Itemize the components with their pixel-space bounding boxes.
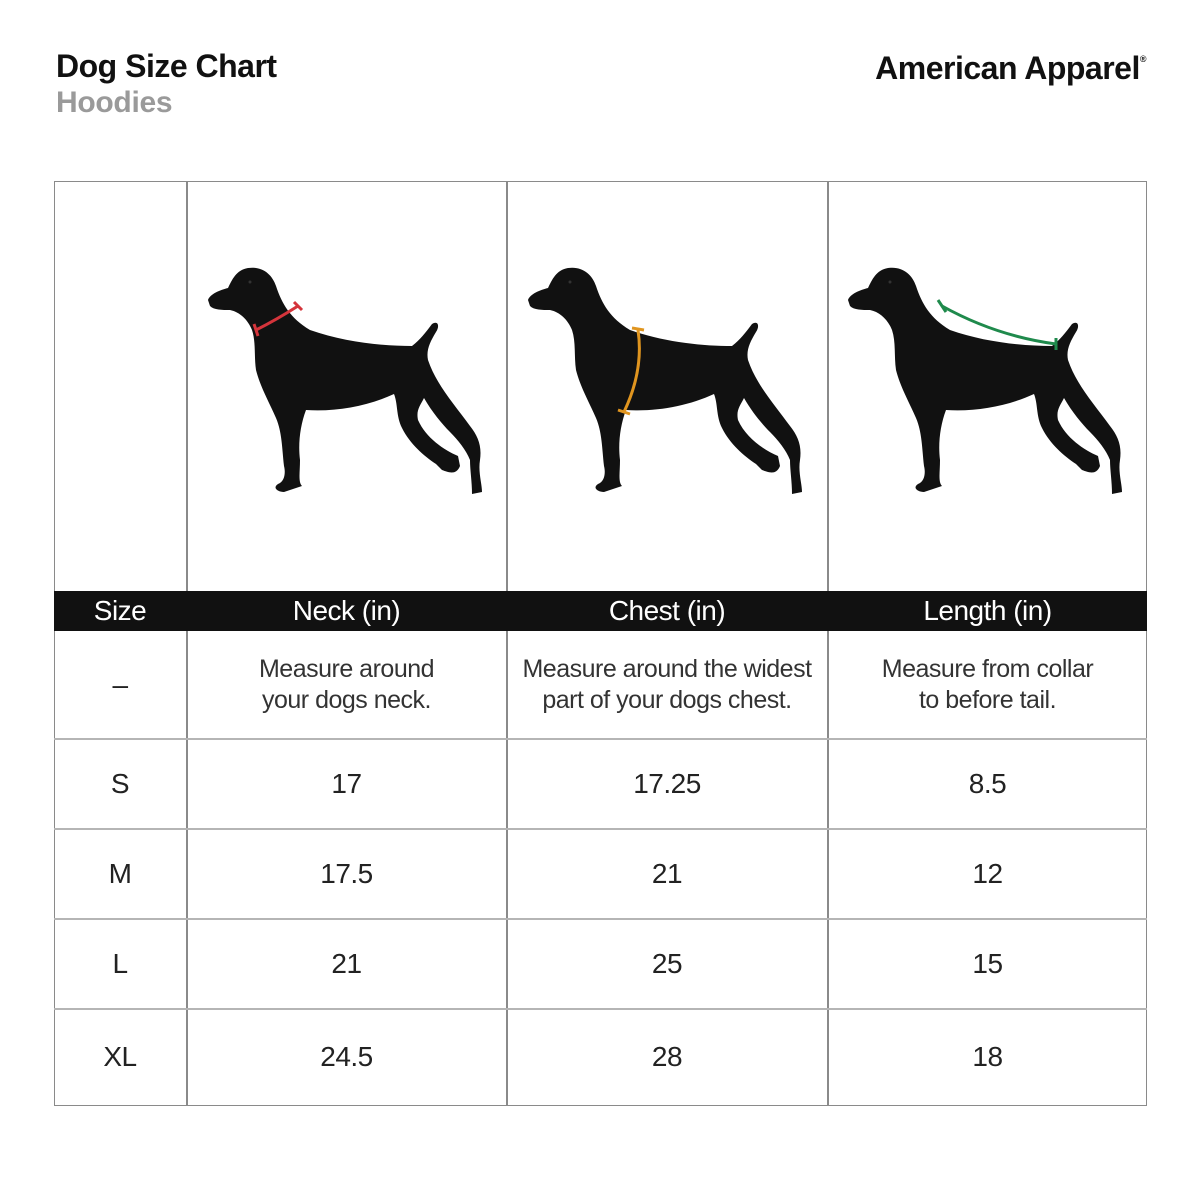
chest-description (507, 632, 827, 738)
registered-mark: ® (1139, 54, 1146, 64)
chest-cell: 28 (651, 1041, 683, 1072)
description-size-cell: – (112, 669, 128, 700)
length-cell: 12 (972, 857, 1003, 889)
dog-silhouette (208, 268, 482, 494)
size-cell: XL (103, 1041, 137, 1072)
neck-cell: 17.5 (320, 857, 373, 889)
column-header-size: Size (93, 595, 147, 626)
neck-cell: 24.5 (320, 1041, 373, 1072)
length-cell: 15 (972, 947, 1003, 979)
length-description (828, 632, 1147, 738)
chart-subtitle: Hoodies (56, 86, 173, 119)
dog-silhouette (528, 268, 802, 494)
length-cell: 8.5 (968, 767, 1007, 799)
neck-cell: 21 (331, 947, 362, 979)
dog-neck-illustration (206, 260, 496, 510)
chart-title: Dog Size Chart (56, 48, 277, 84)
dog-silhouette (848, 268, 1122, 494)
dog-length-illustration (846, 260, 1136, 510)
brand-name: American Apparel (875, 50, 1140, 86)
column-header-length: Length (in) (923, 595, 1052, 626)
description-line: your dogs neck. (262, 686, 431, 714)
length-cell: 18 (972, 1041, 1003, 1072)
column-header-neck: Neck (in) (292, 595, 401, 626)
chest-cell: 25 (651, 947, 683, 979)
dog-chest-illustration (526, 260, 816, 510)
description-line: Measure around (258, 655, 435, 683)
brand-logo (875, 50, 1146, 87)
description-line: to before tail. (918, 686, 1057, 714)
neck-cell: 17 (331, 767, 362, 799)
size-cell: S (110, 767, 130, 799)
column-header-chest: Chest (in) (608, 595, 726, 626)
description-line: Measure from collar (881, 655, 1094, 683)
chest-cell: 17.25 (633, 767, 701, 799)
size-cell: L (112, 947, 128, 979)
description-line: Measure around the widest (522, 655, 812, 683)
description-line: part of your dogs chest. (542, 686, 792, 714)
size-cell: M (108, 857, 132, 889)
neck-description (187, 632, 506, 738)
chest-cell: 21 (651, 857, 683, 889)
